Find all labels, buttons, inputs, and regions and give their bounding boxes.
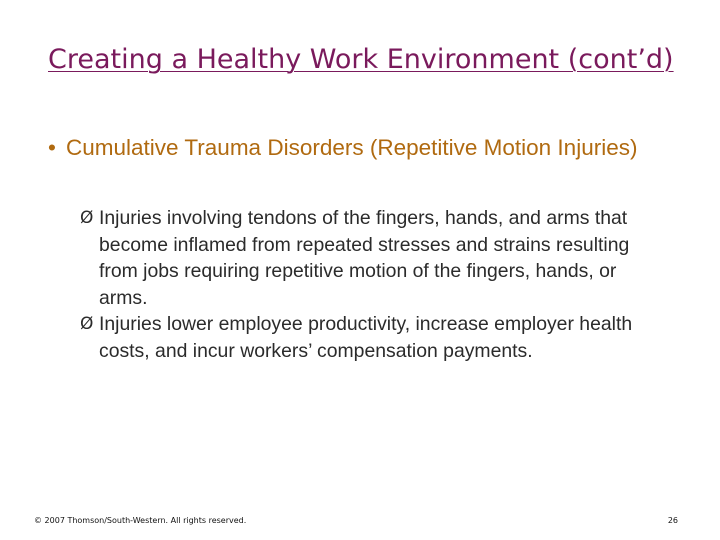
main-bullet-text: Cumulative Trauma Disorders (Repetitive Motion Injuries) [66,135,638,160]
arrow-bullet-icon: Ø [80,208,94,228]
main-bullet [48,133,698,162]
page-number: 26 [667,516,678,525]
sub-bullet-text: Injuries lower employee productivity, increase employer health costs, and incur workers’ compensation payments. [99,313,633,362]
sub-bullet-list [80,205,670,364]
sub-bullet-text: Injuries involving tendons of the fingers, hands, and arms that become inflamed from repeated stresses and strains resulting from jobs requiring repetitive motion of the fingers, hands, or arms. [99,207,630,309]
bullet-marker: • [48,135,56,160]
copyright-footer: © 2007 Thomson/South-Western. All rights reserved. [34,516,247,525]
sub-bullet-item [80,205,670,311]
slide-title: Creating a Healthy Work Environment (cont’d) [48,44,674,75]
sub-bullet-item [80,311,670,364]
arrow-bullet-icon: Ø [80,314,94,334]
